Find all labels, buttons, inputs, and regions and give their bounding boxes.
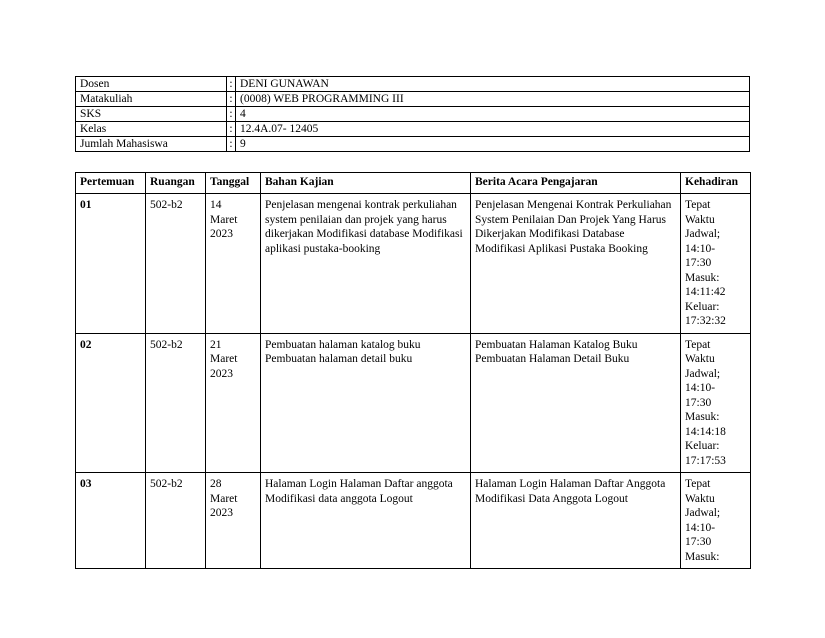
kehadiran-line: Waktu <box>685 492 715 505</box>
info-value: 12.4A.07- 12405 <box>236 122 750 137</box>
info-row-sks <box>76 107 750 122</box>
tanggal-line: 28 <box>210 478 222 490</box>
tanggal-line: Maret <box>210 492 238 505</box>
info-value: (0008) WEB PROGRAMMING III <box>236 92 750 107</box>
kehadiran-line: 14:10- <box>685 521 716 534</box>
kehadiran-line: Keluar: <box>685 300 720 313</box>
kehadiran-line: Waktu <box>685 213 715 226</box>
header-berita-acara: Berita Acara Pengajaran <box>471 173 681 194</box>
header-bahan-kajian: Bahan Kajian <box>261 173 471 194</box>
info-row-jumlah-mahasiswa <box>76 137 750 152</box>
info-label: Kelas <box>76 122 227 137</box>
berita-acara-cell: Halaman Login Halaman Daftar Anggota Modifikasi Data Anggota Logout <box>471 473 681 569</box>
info-separator: : <box>227 92 236 107</box>
info-separator: : <box>227 137 236 152</box>
kehadiran-line: Masuk: <box>685 271 720 284</box>
header-tanggal: Tanggal <box>206 173 261 194</box>
header-kehadiran: Kehadiran <box>681 173 751 194</box>
kehadiran-line: Keluar: <box>685 440 720 452</box>
info-row-matakuliah <box>76 92 750 107</box>
course-info-table <box>75 76 750 152</box>
tanggal-line: Maret <box>210 353 238 365</box>
kehadiran-line: 17:17:53 <box>685 454 726 467</box>
kehadiran-line: 14:11:42 <box>685 286 726 298</box>
info-label: Dosen <box>76 77 227 92</box>
pertemuan-cell: 02 <box>76 333 146 473</box>
kehadiran-line: 17:30 <box>685 536 712 548</box>
bahan-kajian-cell: Halaman Login Halaman Daftar anggota Modifikasi data anggota Logout <box>261 473 471 569</box>
info-value: DENI GUNAWAN <box>236 77 750 92</box>
table-row <box>76 333 751 473</box>
tanggal-cell <box>206 333 261 473</box>
table-row <box>76 194 751 334</box>
kehadiran-line: 17:30 <box>685 257 712 269</box>
schedule-table <box>75 172 751 569</box>
info-label: Jumlah Mahasiswa <box>76 137 227 152</box>
kehadiran-line: 14:10- <box>685 382 716 394</box>
kehadiran-line: Tepat <box>685 478 711 490</box>
tanggal-line: 2023 <box>210 367 233 380</box>
tanggal-line: 21 <box>210 338 222 351</box>
tanggal-cell <box>206 473 261 569</box>
info-label: Matakuliah <box>76 92 227 107</box>
info-row-dosen <box>76 77 750 92</box>
info-separator: : <box>227 122 236 137</box>
berita-acara-cell: Penjelasan Mengenai Kontrak Perkuliahan System Penilaian Dan Projek Yang Harus Dikerjakan Modifikasi Database Modifikasi Aplikasi Pustaka Booking <box>471 194 681 334</box>
tanggal-cell <box>206 194 261 334</box>
schedule-header-row <box>76 173 751 194</box>
kehadiran-cell <box>681 333 751 473</box>
info-label: SKS <box>76 107 227 122</box>
kehadiran-line: 14:14:18 <box>685 425 726 438</box>
table-row <box>76 473 751 569</box>
kehadiran-line: Jadwal; <box>685 228 721 240</box>
kehadiran-line: 17:32:32 <box>685 315 726 327</box>
pertemuan-cell: 03 <box>76 473 146 569</box>
pertemuan-cell: 01 <box>76 194 146 334</box>
ruangan-cell: 502-b2 <box>146 473 206 569</box>
tanggal-line: Maret <box>210 213 238 226</box>
bahan-kajian-cell: Penjelasan mengenai kontrak perkuliahan system penilaian dan projek yang harus dikerjakan Modifikasi database Modifikasi aplikasi pustaka-booking <box>261 194 471 334</box>
kehadiran-line: Waktu <box>685 353 715 365</box>
info-value: 9 <box>236 137 750 152</box>
header-ruangan: Ruangan <box>146 173 206 194</box>
info-separator: : <box>227 77 236 92</box>
header-pertemuan: Pertemuan <box>76 173 146 194</box>
kehadiran-line: Tepat <box>685 338 711 351</box>
info-row-kelas <box>76 122 750 137</box>
kehadiran-line: Masuk: <box>685 550 720 563</box>
kehadiran-cell <box>681 473 751 569</box>
kehadiran-line: 14:10- <box>685 242 716 255</box>
kehadiran-line: Tepat <box>685 199 711 211</box>
kehadiran-line: Jadwal; <box>685 507 721 519</box>
kehadiran-line: Masuk: <box>685 411 720 423</box>
kehadiran-line: 17:30 <box>685 396 712 409</box>
berita-acara-cell: Pembuatan Halaman Katalog Buku Pembuatan Halaman Detail Buku <box>471 333 681 473</box>
ruangan-cell: 502-b2 <box>146 333 206 473</box>
info-value: 4 <box>236 107 750 122</box>
bahan-kajian-cell: Pembuatan halaman katalog buku Pembuatan halaman detail buku <box>261 333 471 473</box>
tanggal-line: 14 <box>210 199 222 211</box>
tanggal-line: 2023 <box>210 507 233 519</box>
ruangan-cell: 502-b2 <box>146 194 206 334</box>
info-separator: : <box>227 107 236 122</box>
kehadiran-cell <box>681 194 751 334</box>
tanggal-line: 2023 <box>210 228 233 240</box>
kehadiran-line: Jadwal; <box>685 367 721 380</box>
